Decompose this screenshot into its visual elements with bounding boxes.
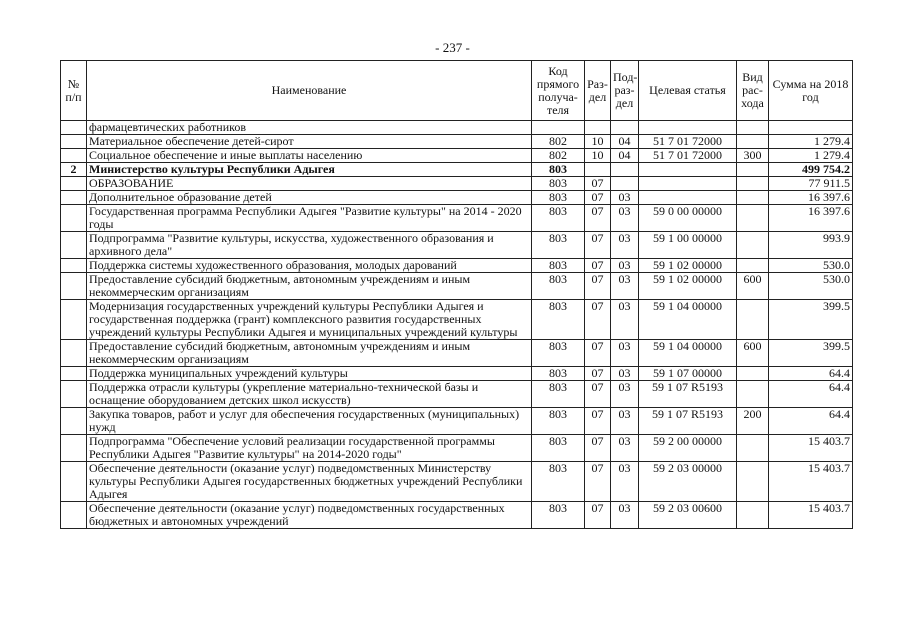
row-podrazdel: 03 (611, 435, 639, 462)
row-vid (737, 502, 769, 529)
row-target: 59 1 02 00000 (639, 273, 737, 300)
header-razdel: Раз-дел (585, 61, 611, 121)
table-row (61, 191, 853, 205)
row-sum: 64.4 (769, 408, 853, 435)
row-name: Поддержка отрасли культуры (укрепление материально-технической базы и оснащение оборудованием детских школ искусств) (87, 381, 532, 408)
row-code: 803 (532, 340, 585, 367)
row-number (61, 462, 87, 502)
row-razdel: 07 (585, 340, 611, 367)
row-name: Предоставление субсидий бюджетным, автономным учреждениям и иным некоммерческим организациям (87, 340, 532, 367)
header-row (61, 61, 853, 121)
table-row (61, 408, 853, 435)
row-code: 803 (532, 205, 585, 232)
header-target: Целевая статья (639, 61, 737, 121)
table-row (61, 462, 853, 502)
row-sum: 530.0 (769, 259, 853, 273)
row-podrazdel: 03 (611, 408, 639, 435)
row-sum: 15 403.7 (769, 502, 853, 529)
table-row (61, 163, 853, 177)
row-code: 803 (532, 381, 585, 408)
row-razdel: 07 (585, 205, 611, 232)
row-target: 59 1 04 00000 (639, 300, 737, 340)
row-podrazdel: 03 (611, 462, 639, 502)
header-sum: Сумма на 2018 год (769, 61, 853, 121)
row-vid (737, 367, 769, 381)
row-code: 803 (532, 300, 585, 340)
table-row (61, 121, 853, 135)
table-row (61, 367, 853, 381)
row-vid (737, 381, 769, 408)
row-number (61, 300, 87, 340)
row-name: Государственная программа Республики Адыгея "Развитие культуры" на 2014 - 2020 годы (87, 205, 532, 232)
row-vid (737, 435, 769, 462)
row-vid (737, 300, 769, 340)
row-vid (737, 205, 769, 232)
row-name: Министерство культуры Республики Адыгея (87, 163, 532, 177)
row-target: 59 2 00 00000 (639, 435, 737, 462)
row-sum: 15 403.7 (769, 462, 853, 502)
row-name: Подпрограмма "Развитие культуры, искусства, художественного образования и архивного дела" (87, 232, 532, 259)
row-name: Поддержка муниципальных учреждений культуры (87, 367, 532, 381)
row-name: Социальное обеспечение и иные выплаты населению (87, 149, 532, 163)
row-target: 59 1 07 R5193 (639, 408, 737, 435)
row-name: Дополнительное образование детей (87, 191, 532, 205)
row-number: 2 (61, 163, 87, 177)
row-code: 803 (532, 462, 585, 502)
row-sum: 16 397.6 (769, 191, 853, 205)
row-number (61, 121, 87, 135)
row-podrazdel: 03 (611, 502, 639, 529)
header-name: Наименование (87, 61, 532, 121)
row-vid (737, 163, 769, 177)
row-vid: 200 (737, 408, 769, 435)
row-podrazdel: 03 (611, 205, 639, 232)
row-name: Предоставление субсидий бюджетным, автономным учреждениям и иным некоммерческим организациям (87, 273, 532, 300)
row-name: Обеспечение деятельности (оказание услуг) подведомственных Министерству культуры Республики Адыгея государственных бюджетных учреждений Республики Адыгея (87, 462, 532, 502)
row-code: 803 (532, 177, 585, 191)
row-razdel: 07 (585, 367, 611, 381)
row-podrazdel: 03 (611, 340, 639, 367)
row-code (532, 121, 585, 135)
row-razdel: 07 (585, 177, 611, 191)
row-name: Обеспечение деятельности (оказание услуг) подведомственных государственных бюджетных и автономных учреждений (87, 502, 532, 529)
row-razdel: 07 (585, 502, 611, 529)
row-number (61, 259, 87, 273)
row-vid (737, 135, 769, 149)
row-number (61, 149, 87, 163)
row-name: Подпрограмма "Обеспечение условий реализации государственной программы Республики Адыгея "Развитие культуры" на 2014-2020 годы" (87, 435, 532, 462)
table-row (61, 381, 853, 408)
row-number (61, 381, 87, 408)
row-podrazdel: 03 (611, 191, 639, 205)
row-vid: 600 (737, 340, 769, 367)
row-number (61, 177, 87, 191)
row-razdel: 07 (585, 381, 611, 408)
row-code: 803 (532, 435, 585, 462)
row-razdel: 10 (585, 135, 611, 149)
row-number (61, 273, 87, 300)
row-razdel: 07 (585, 232, 611, 259)
table-row (61, 435, 853, 462)
row-name: Поддержка системы художественного образования, молодых дарований (87, 259, 532, 273)
row-podrazdel: 04 (611, 149, 639, 163)
row-code: 803 (532, 232, 585, 259)
header-code: Код прямого получа-теля (532, 61, 585, 121)
row-target (639, 163, 737, 177)
row-code: 803 (532, 502, 585, 529)
row-target (639, 177, 737, 191)
row-target: 51 7 01 72000 (639, 135, 737, 149)
row-vid (737, 191, 769, 205)
page-number: - 237 - (435, 40, 470, 55)
row-sum: 1 279.4 (769, 135, 853, 149)
row-code: 803 (532, 408, 585, 435)
table-row (61, 232, 853, 259)
row-sum: 399.5 (769, 300, 853, 340)
row-razdel (585, 163, 611, 177)
row-target: 59 1 04 00000 (639, 340, 737, 367)
row-code: 803 (532, 163, 585, 177)
row-vid (737, 232, 769, 259)
row-target: 59 1 07 R5193 (639, 381, 737, 408)
row-sum: 77 911.5 (769, 177, 853, 191)
row-razdel: 07 (585, 408, 611, 435)
row-podrazdel: 04 (611, 135, 639, 149)
row-code: 803 (532, 191, 585, 205)
row-vid: 600 (737, 273, 769, 300)
row-razdel: 07 (585, 435, 611, 462)
row-razdel: 07 (585, 273, 611, 300)
row-vid (737, 462, 769, 502)
row-number (61, 135, 87, 149)
row-vid (737, 177, 769, 191)
row-number (61, 435, 87, 462)
row-sum: 15 403.7 (769, 435, 853, 462)
row-sum: 1 279.4 (769, 149, 853, 163)
row-podrazdel (611, 177, 639, 191)
row-vid (737, 259, 769, 273)
row-sum: 993.9 (769, 232, 853, 259)
table-row (61, 135, 853, 149)
row-number (61, 191, 87, 205)
table-row (61, 340, 853, 367)
row-number (61, 367, 87, 381)
row-name: Модернизация государственных учреждений культуры Республики Адыгея и государственная поддержка (грант) комплексного развития государственных учреждений культуры Республики Адыгея и муниципальных учреждений культуры (87, 300, 532, 340)
row-vid (737, 121, 769, 135)
row-target: 59 1 07 00000 (639, 367, 737, 381)
row-target (639, 121, 737, 135)
row-target: 59 1 02 00000 (639, 259, 737, 273)
table-row (61, 149, 853, 163)
row-number (61, 502, 87, 529)
header-num: № п/п (61, 61, 87, 121)
row-target: 59 2 03 00600 (639, 502, 737, 529)
row-podrazdel: 03 (611, 273, 639, 300)
row-podrazdel: 03 (611, 381, 639, 408)
row-target: 51 7 01 72000 (639, 149, 737, 163)
table-row (61, 205, 853, 232)
budget-table (60, 60, 853, 529)
row-sum: 530.0 (769, 273, 853, 300)
row-razdel (585, 121, 611, 135)
row-sum: 64.4 (769, 381, 853, 408)
row-sum: 399.5 (769, 340, 853, 367)
table-row (61, 259, 853, 273)
row-podrazdel: 03 (611, 367, 639, 381)
row-podrazdel (611, 163, 639, 177)
header-podrazdel: Под-раз-дел (611, 61, 639, 121)
row-code: 802 (532, 135, 585, 149)
row-code: 803 (532, 367, 585, 381)
row-vid: 300 (737, 149, 769, 163)
row-code: 802 (532, 149, 585, 163)
row-name: Материальное обеспечение детей-сирот (87, 135, 532, 149)
row-sum: 64.4 (769, 367, 853, 381)
row-sum (769, 121, 853, 135)
row-number (61, 205, 87, 232)
row-target: 59 1 00 00000 (639, 232, 737, 259)
row-podrazdel (611, 121, 639, 135)
row-name: Закупка товаров, работ и услуг для обеспечения государственных (муниципальных) нужд (87, 408, 532, 435)
row-number (61, 232, 87, 259)
table-row (61, 300, 853, 340)
row-razdel: 07 (585, 259, 611, 273)
row-target: 59 0 00 00000 (639, 205, 737, 232)
row-sum: 16 397.6 (769, 205, 853, 232)
row-number (61, 408, 87, 435)
table-row (61, 502, 853, 529)
row-podrazdel: 03 (611, 300, 639, 340)
row-razdel: 07 (585, 462, 611, 502)
row-number (61, 340, 87, 367)
row-name: фармацевтических работников (87, 121, 532, 135)
row-target (639, 191, 737, 205)
header-vid: Вид рас-хода (737, 61, 769, 121)
row-code: 803 (532, 273, 585, 300)
row-name: ОБРАЗОВАНИЕ (87, 177, 532, 191)
row-podrazdel: 03 (611, 232, 639, 259)
row-sum: 499 754.2 (769, 163, 853, 177)
row-target: 59 2 03 00000 (639, 462, 737, 502)
row-code: 803 (532, 259, 585, 273)
table-row (61, 177, 853, 191)
table-row (61, 273, 853, 300)
row-razdel: 07 (585, 191, 611, 205)
row-razdel: 07 (585, 300, 611, 340)
row-razdel: 10 (585, 149, 611, 163)
row-podrazdel: 03 (611, 259, 639, 273)
